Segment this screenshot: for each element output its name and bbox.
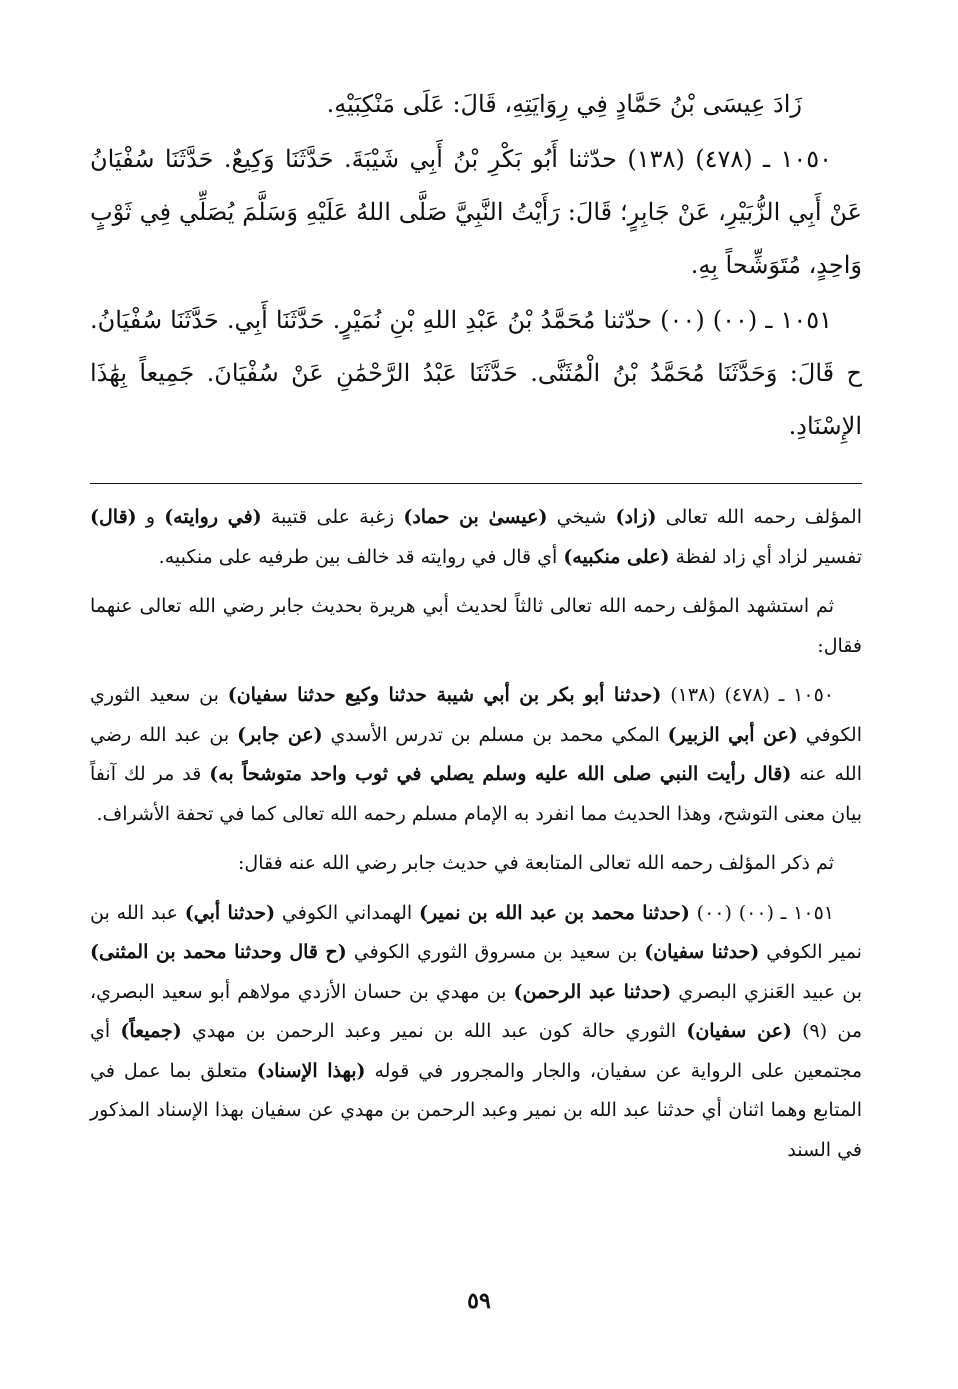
sharh-text: بن عبيد العَنزي البصري (671, 980, 862, 1003)
sharh-text: أي قال في روايته قد خالف بين طرفيه على منكبيه. (158, 545, 564, 568)
quoted-matn: (على منكبيه) (563, 545, 670, 568)
matn-hadith-1051: ١٠٥١ ـ (٠٠) (٠٠) حدّثنا مُحَمَّدُ بْنُ عَبْدِ اللهِ بْنِ نُمَيْرٍ. حَدَّثَنَا أَبِي. حَدَّثَنَا سُفْيَانُ. ح قَالَ: وَحَدَّثَنَا مُحَمَّدُ بْنُ الْمُثَنَّى. حَدَّثَنَا عَبْدُ الرَّحْمَٰنِ عَنْ سُفْيَانَ. جَمِيعاً بِهَٰذَا الإِسْنَادِ. (90, 306, 862, 440)
quoted-matn: (قال رأيت النبي صلى الله عليه وسلم يصلي في ثوب واحد متوشحاً به) (209, 763, 792, 785)
quoted-matn: (حدثنا أبو بكر بن أبي شيبة حدثنا وكيع حدثنا سفيان) (227, 684, 662, 706)
page-number: ٥٩ (467, 1288, 491, 1314)
quoted-matn: (زاد) (615, 506, 657, 528)
quoted-matn: (عن سفيان) (686, 1020, 792, 1042)
sharh-paragraph-3 (90, 676, 862, 834)
sharh-text: المؤلف رحمه الله تعالى (656, 506, 862, 528)
quoted-matn: (حدثنا أبي) (184, 901, 276, 924)
sharh-text: بن سعيد الثوري الكوفي (90, 684, 863, 746)
quoted-matn: (حدثنا عبد الرحمن) (513, 980, 672, 1003)
sharh-text: الثوري حالة كون عبد الله بن نمير وعبد الرحمن بن مهدي (181, 1020, 687, 1042)
sharh-text: زغبة على قتيبة (261, 506, 404, 528)
quoted-matn: (حدثنا سفيان) (644, 941, 760, 963)
quoted-matn: (ح قال وحدثنا محمد بن المثنى) (90, 941, 347, 963)
quoted-matn: (جميعاً) (120, 1020, 182, 1042)
sharh-text: و (136, 506, 165, 528)
sharh-text: متعلق بما عمل في المتابع وهما اثنان أي حدثنا عبد الله بن نمير وعبد الرحمن بن مهدي عن سفيان بهذا الإسناد المذكور في السند (90, 1059, 862, 1161)
quoted-matn: (في روايته) (164, 506, 262, 528)
page-body (90, 78, 862, 1180)
sharh-paragraph-5 (90, 894, 862, 1171)
quoted-matn: (حدثنا محمد بن عبد الله بن نمير) (419, 901, 690, 924)
sharh-paragraph-1 (90, 498, 862, 577)
sharh-text: قد مر لك آنفاً بيان معنى التوشح، وهذا الحديث مما انفرد به الإمام مسلم رحمه الله تعالى كما في تحفة الأشراف. (90, 763, 862, 825)
matn-zad-line: زَادَ عِيسَى بْنُ حَمَّادٍ فِي رِوَايَتِهِ، قَالَ: عَلَى مَنْكِبَيْهِ. (326, 90, 802, 118)
sharh-text: ١٠٥١ ـ (٠٠) (٠٠) (689, 901, 834, 924)
quoted-matn: (بهذا الإسناد) (256, 1059, 366, 1082)
sharh-text: بن سعيد بن مسروق الثوري الكوفي (346, 941, 645, 963)
quoted-matn: (عن جابر) (237, 723, 323, 746)
sharh-text: ١٠٥٠ ـ (٤٧٨) (١٣٨) (661, 684, 834, 706)
section-divider (90, 483, 862, 484)
sharh-text: تفسير لزاد أي زاد لفظة (669, 545, 862, 568)
sharh-text: بن مهدي بن حسان الأزدي مولاهم أبو سعيد البصري، من (٩) (90, 980, 862, 1042)
sharh-text: المكي محمد بن مسلم بن تدرس الأسدي (322, 723, 668, 746)
sharh-paragraph-4: ثم ذكر المؤلف رحمه الله تعالى المتابعة في حديث جابر رضي الله عنه فقال: (237, 852, 834, 874)
sharh-text: الهمداني الكوفي (275, 901, 420, 924)
matn-hadith-1050: ١٠٥٠ ـ (٤٧٨) (١٣٨) حدّثنا أَبُو بَكْرِ بْنُ أَبِي شَيْبَةَ. حَدَّثَنَا وَكِيعٌ. حَدَّثَنَا سُفْيَانُ عَنْ أَبِي الزُّبَيْرِ، عَنْ جَابِرٍ؛ قَالَ: رَأَيْتُ النَّبِيَّ صَلَّى اللهُ عَلَيْهِ وَسَلَّمَ يُصَلِّي فِي ثَوْبٍ وَاحِدٍ، مُتَوَشِّحاً بِهِ. (90, 145, 862, 279)
sharh-text: عبد الله بن نمير الكوفي (90, 901, 862, 963)
quoted-matn: (عن أبي الزبير) (667, 723, 798, 746)
sharh-text: شيخي (547, 506, 616, 528)
sharh-text: أي مجتمعين على الرواية عن سفيان، والجار والمجرور في قوله (90, 1020, 863, 1082)
sharh-text: بن عبد الله رضي الله عنه (90, 723, 862, 785)
quoted-matn: (عيسىٰ بن حماد) (403, 506, 548, 528)
quoted-matn: (قال) (90, 506, 137, 528)
sharh-paragraph-2: ثم استشهد المؤلف رحمه الله تعالى ثالثاً لحديث أبي هريرة بحديث جابر رضي الله تعالى عنهما فقال: (90, 595, 862, 657)
